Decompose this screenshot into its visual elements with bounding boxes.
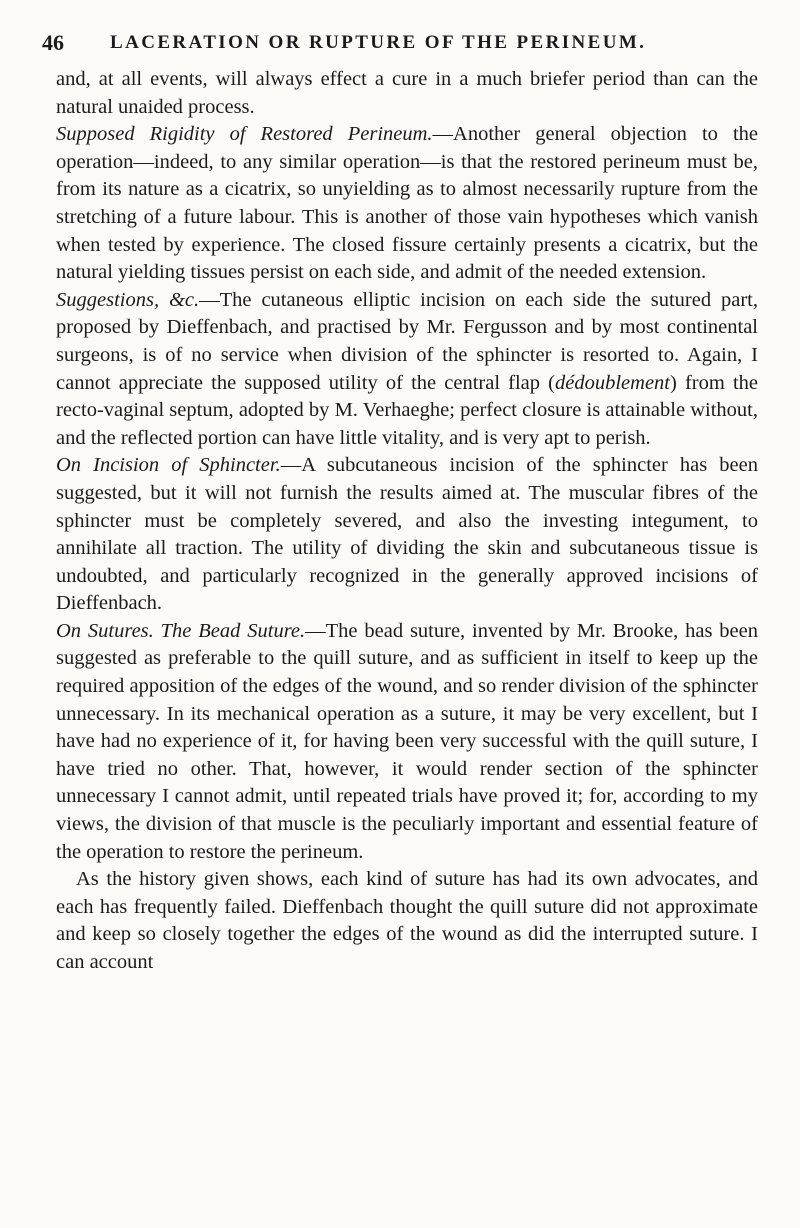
paragraph-text: ) from the recto-vaginal septum, adopted by M. Verhaeghe; perfect closure is attainable without, and the reflected portion can have little vitality, and is very apt to perish.: [56, 371, 758, 449]
paragraph-text: —A subcutaneous incision of the sphincter has been suggested, but it will not furnish the results aimed at. The muscular fibres of the sphincter must be completely severed, and also the investing integument, to annihilate all traction. The utility of dividing the skin and subcutaneous tissue is undoubted, and particularly recognized in the generally approved incisions of Dieffenbach.: [56, 454, 759, 615]
paragraph-text: and, at all events, will always effect a cure in a much briefer period than can the natural unaided process.: [56, 68, 758, 118]
paragraph-suggestions: [56, 287, 758, 453]
page-header: [42, 30, 758, 58]
running-title: LACERATION OR RUPTURE OF THE PERINEUM.: [110, 32, 647, 53]
paragraph-text: —The cutaneous elliptic incision on each side the sutured part, proposed by Dieffenbach, and practised by Mr. Fergusson and by most continental surgeons, is of no service when division of the sphincter is resorted to. Again, I cannot appreciate the supposed utility of the central flap (: [56, 288, 758, 394]
section-heading: On Incision of Sphincter.: [56, 454, 281, 477]
paragraph-supposed-rigidity: [56, 121, 758, 287]
section-heading: Suggestions, &c.: [56, 288, 200, 311]
body-text: [56, 66, 758, 977]
italic-term: dédoublement: [555, 371, 670, 394]
paragraph-text: As the history given shows, each kind of suture has had its own advocates, and each has frequently failed. Dieffenbach thought the quill suture did not approximate and keep so closely together the edges of the wound as did the interrupted suture. I can account: [56, 868, 758, 973]
section-heading: On Sutures. The Bead Suture.: [56, 619, 306, 642]
page-number: 46: [42, 30, 64, 55]
paragraph-history: [56, 866, 758, 976]
paragraph-text: —The bead suture, invented by Mr. Brooke, has been suggested as preferable to the quill suture, and as sufficient in itself to keep up the required apposition of the edges of the wound, and so render division of the sphincter unnecessary. In its mechanical operation as a suture, it may be very excellent, but I have had no experience of it, for having been very successful with the quill suture, I have tried no other. That, however, it would render section of the sphincter unnecessary I cannot admit, until repeated trials have proved it; for, according to my views, the division of that muscle is the peculiarly important and essential feature of the operation to restore the perineum.: [56, 619, 758, 863]
paragraph-incision-of-sphincter: [56, 452, 758, 618]
paragraph-continuation: [56, 66, 758, 121]
paragraph-text: —Another general objection to the operation—indeed, to any similar operation—is that the restored perineum must be, from its nature as a cicatrix, so unyielding as to almost necessarily rupture from the stretching of a future labour. This is another of those vain hypotheses which vanish when tested by experience. The closed fissure certainly presents a cicatrix, but the natural yielding tissues persist on each side, and admit of the needed extension.: [56, 123, 758, 284]
section-heading: Supposed Rigidity of Restored Perineum.: [56, 123, 433, 146]
paragraph-sutures: [56, 618, 758, 866]
